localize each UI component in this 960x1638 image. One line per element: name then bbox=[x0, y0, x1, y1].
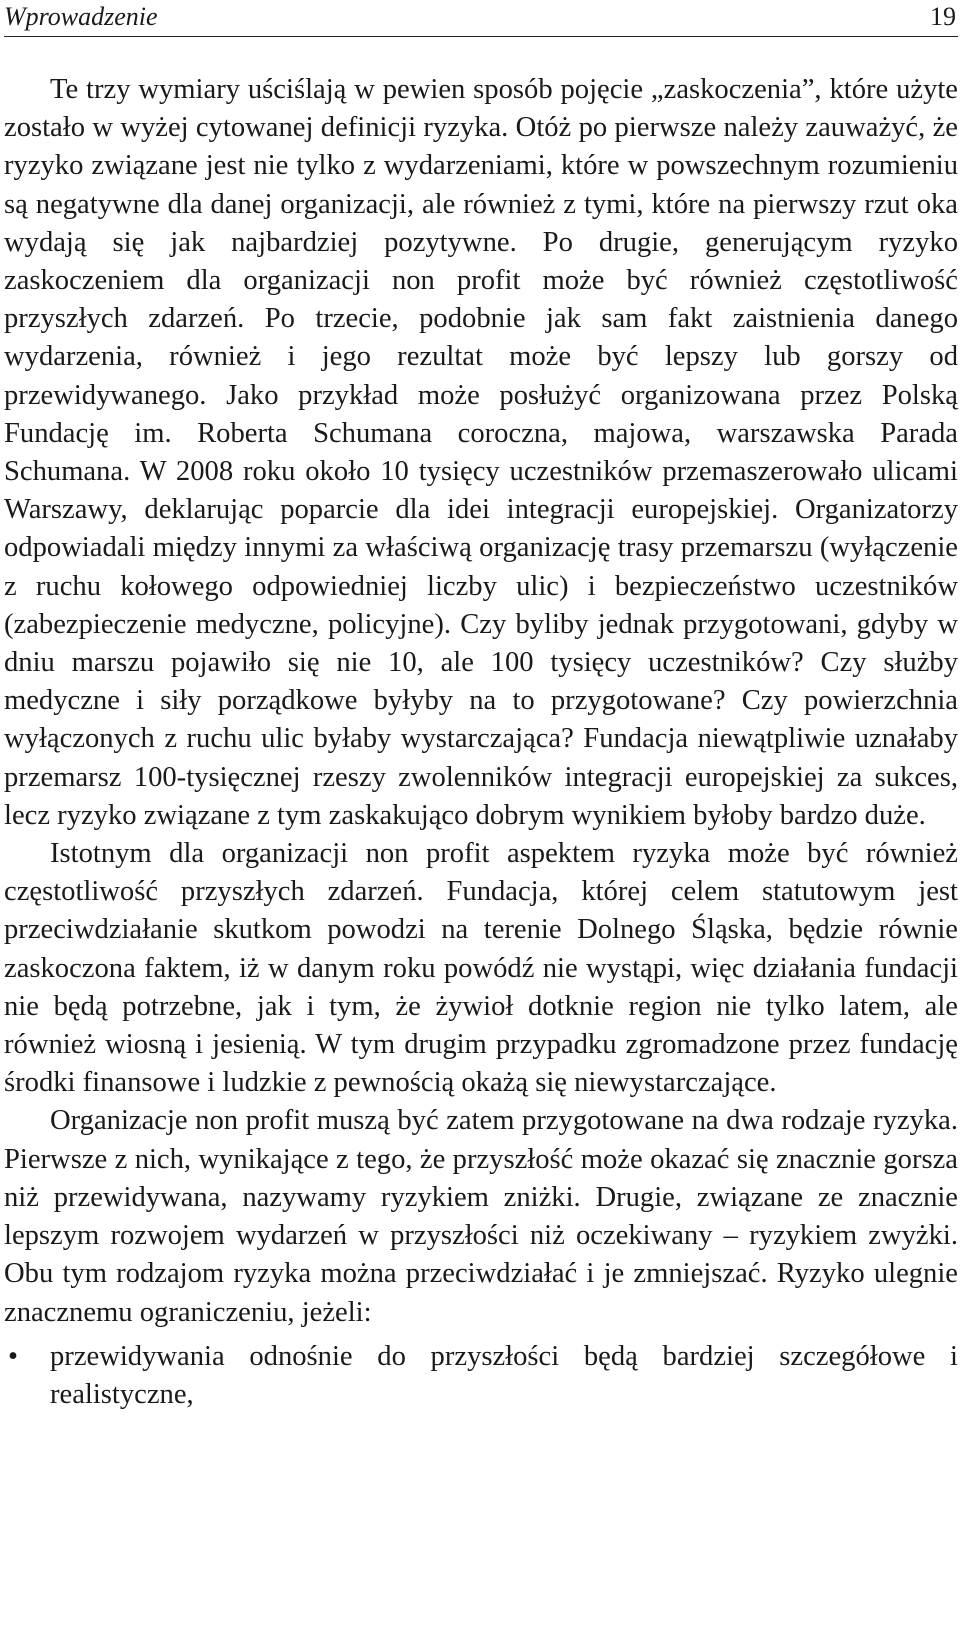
page-number: 19 bbox=[930, 2, 956, 31]
paragraph-surprise-dimensions: Te trzy wymiary uściślają w pewien sposób pojęcie „zaskoczenia”, które użyte zostało w wyżej cytowanej definicji ryzyka. Otóż po pierwsze należy zauważyć, że ryzyko związane jest nie tylko z wydarzeniami, które w powszechnym rozumieniu są negatywne dla danej organizacji, ale również z tymi, które na pierwszy rzut oka wydają się jak najbardziej pozytywne. Po drugie, generującym ryzyko zaskoczeniem dla organizacji non profit może być również częstotliwość przyszłych zdarzeń. Po trzecie, podobnie jak sam fakt zaistnienia danego wydarzenia, również i jego rezultat może być lepszy lub gorszy od przewidywanego. Jako przykład może posłużyć organizowana przez Polską Fundację im. Roberta Schumana coroczna, majowa, warszawska Parada Schumana. W 2008 roku około 10 tysięcy uczestników przemaszerowało ulicami Warszawy, deklarując poparcie dla idei integracji europejskiej. Organizatorzy odpowiadali między innymi za właściwą organizację trasy przemarszu (wyłączenie z ruchu kołowego odpowiedniej liczby ulic) i bezpieczeństwo uczestników (zabezpieczenie medyczne, policyjne). Czy byliby jednak przygotowani, gdyby w dniu marszu pojawiło się nie 10, ale 100 tysięcy uczestników? Czy służby medyczne i siły porządkowe byłyby na to przygotowane? Czy powierzchnia wyłączonych z ruchu ulic byłaby wystarczająca? Fundacja niewątpliwie uznałaby przemarsz 100-tysięcznej rzeszy zwolenników integracji europejskiej za sukces, lecz ryzyko związane z tym zaskakująco dobrym wynikiem byłoby bardzo duże. bbox=[4, 74, 958, 831]
running-header bbox=[4, 0, 958, 37]
paragraph-event-frequency: Istotnym dla organizacji non profit aspektem ryzyka może być również częstotliwość przyszłych zdarzeń. Fundacja, której celem statutowym jest przeciwdziałanie skutkom powodzi na terenie Dolnego Śląska, będzie równie zaskoczona faktem, iż w danym roku powódź nie wystąpi, więc działania fundacji nie będą potrzebne, jak i tym, że żywioł dotknie region nie tylko latem, ale również wiosną i jesienią. W tym drugim przypadku zgromadzone przez fundację środki finansowe i ludzkie z pewnością okażą się niewystarczające. bbox=[4, 838, 958, 1099]
running-title: Wprowadzenie bbox=[4, 2, 158, 31]
body-text bbox=[4, 71, 958, 1332]
paragraph-risk-types: Organizacje non profit muszą być zatem przygotowane na dwa rodzaje ryzyka. Pierwsze z nich, wynikające z tego, że przyszłość może okazać się znacznie gorsza niż przewidywana, nazywamy ryzykiem zniżki. Drugie, związane ze znacznie lepszym rozwojem wydarzeń w przyszłości niż oczekiwany – ryzykiem zwyżki. Obu tym rodzajom ryzyka można przeciwdziałać i je zmniejszać. Ryzyko ulegnie znacznemu ograniczeniu, jeżeli: bbox=[4, 1105, 958, 1328]
bullet-icon: • bbox=[8, 1340, 19, 1372]
list-item-text: przewidywania odnośnie do przyszłości będą bardziej szczegółowe i realistyczne, bbox=[50, 1340, 958, 1410]
list-item bbox=[4, 1338, 958, 1414]
bullet-list bbox=[4, 1338, 958, 1414]
